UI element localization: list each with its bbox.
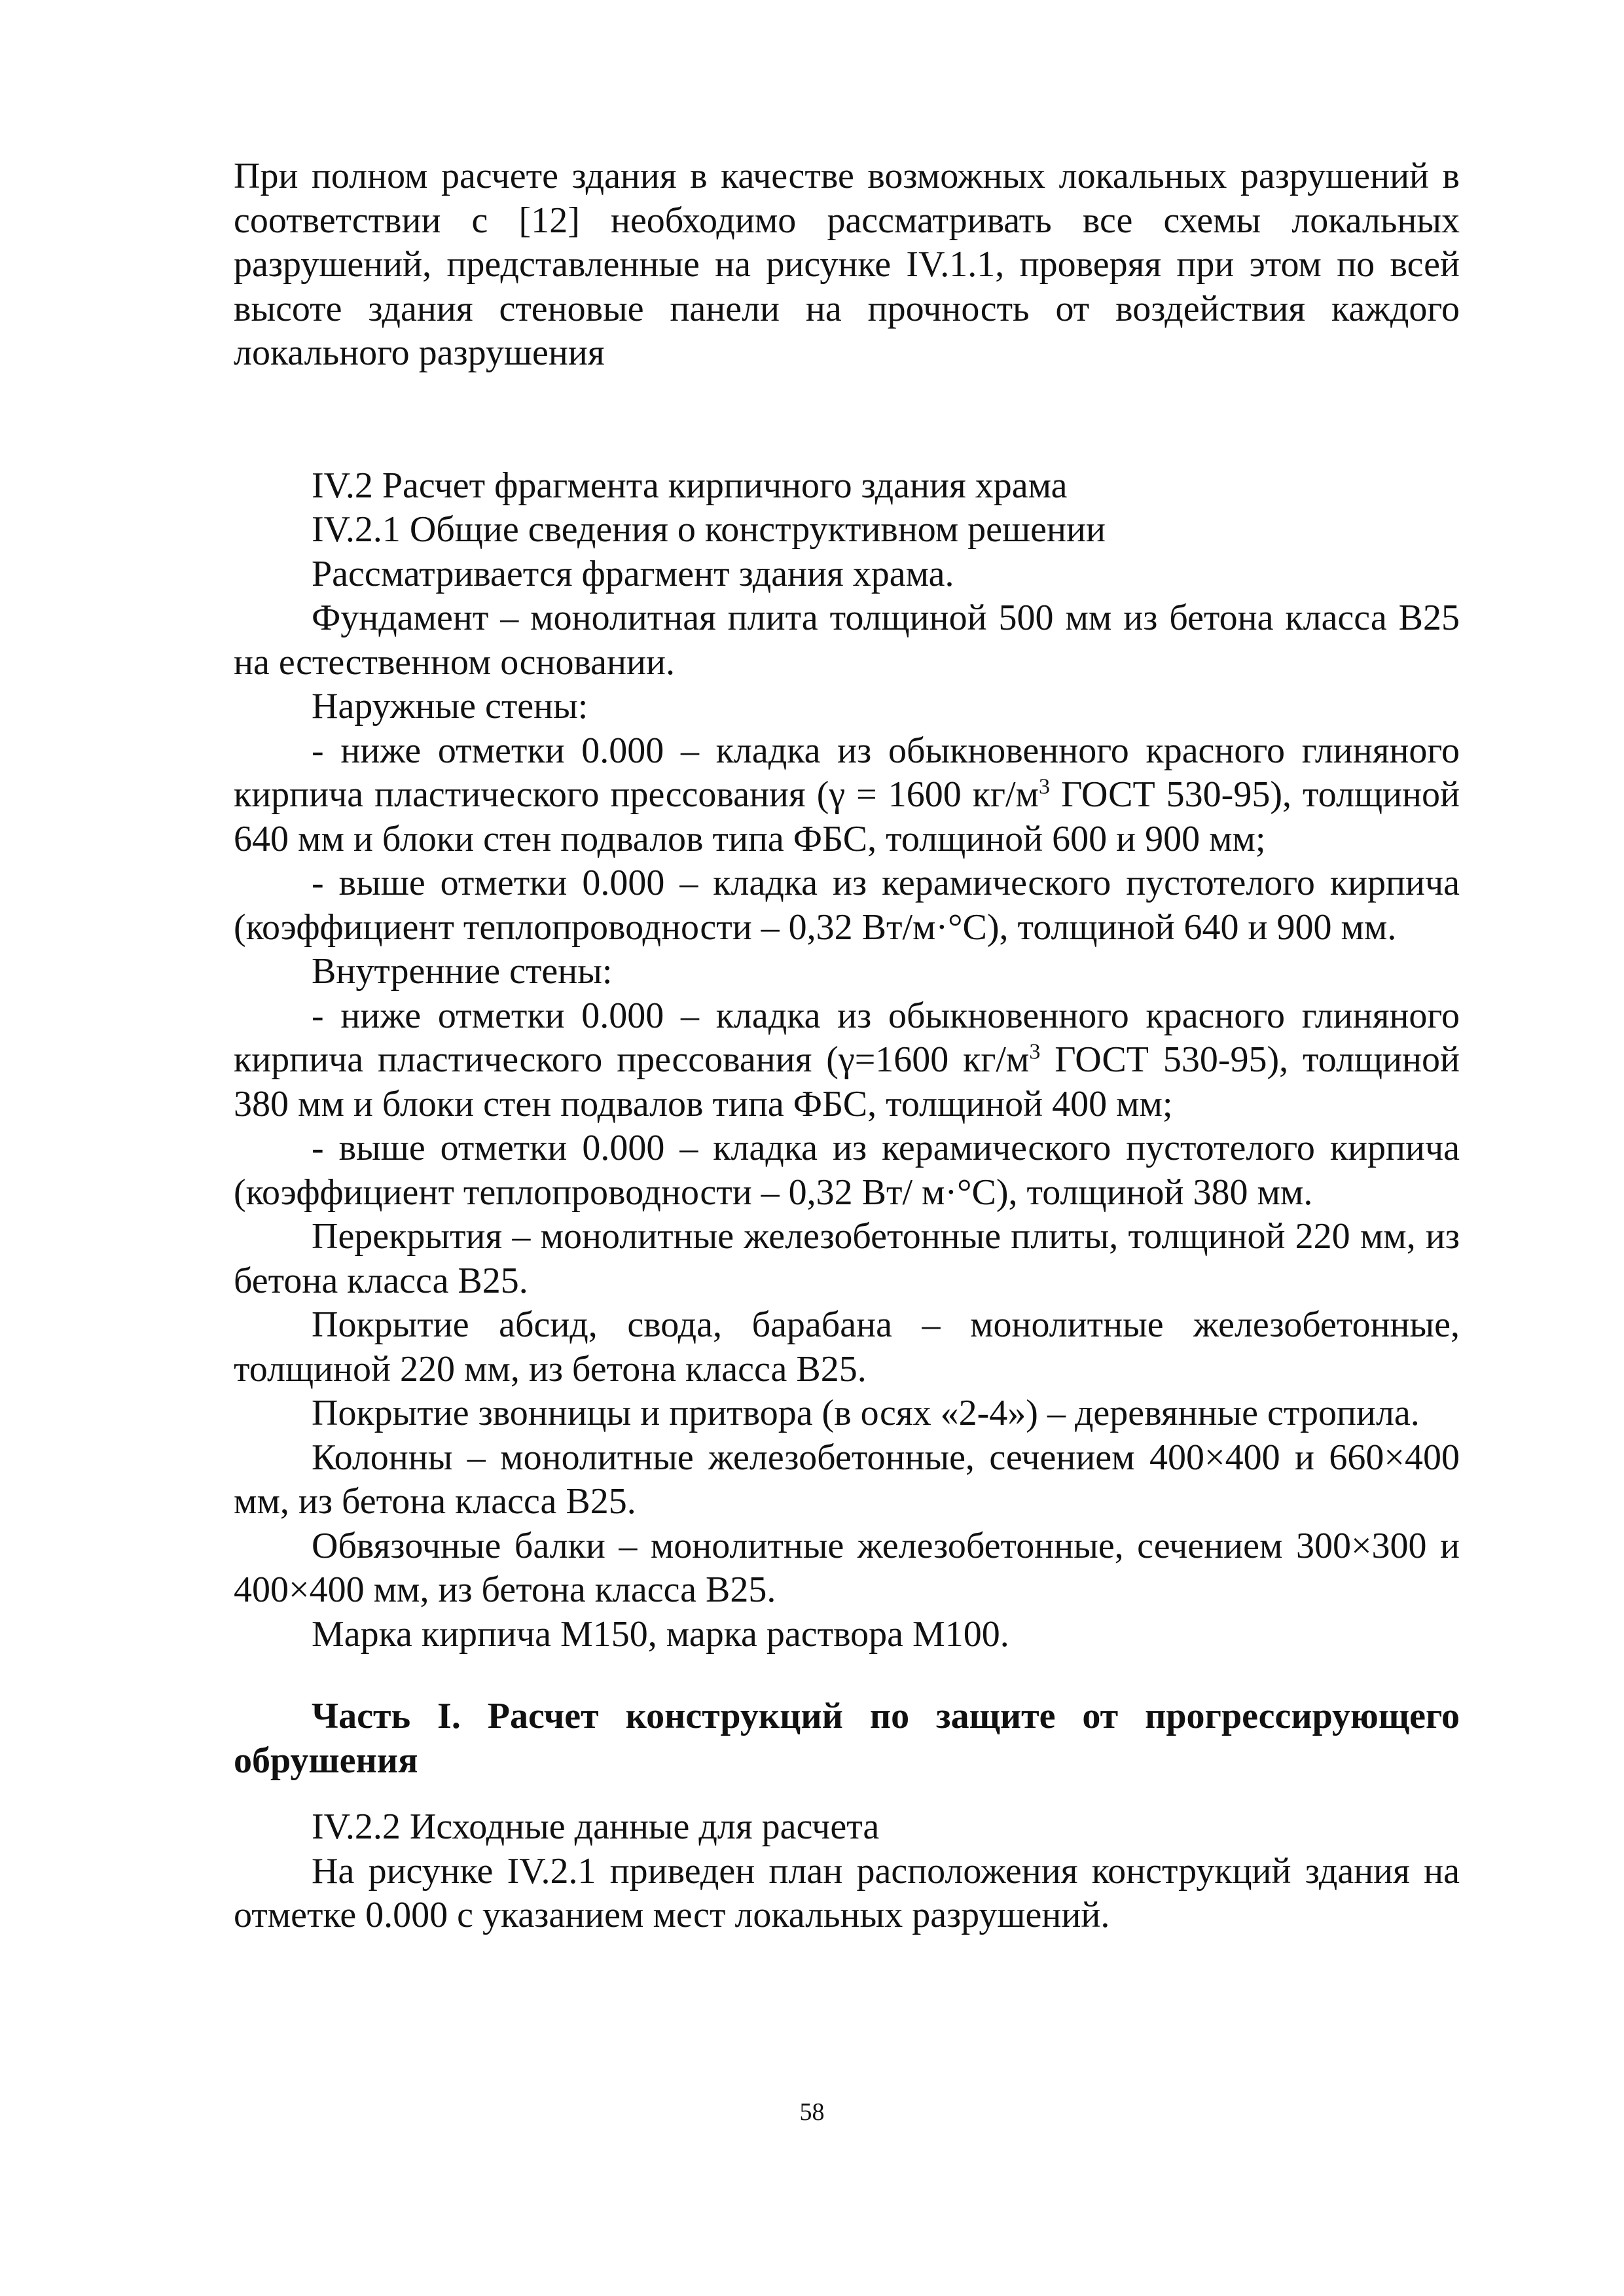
page-body xyxy=(234,154,1460,1938)
spacer xyxy=(234,1657,1460,1695)
inner-walls-below-text-2: ГОСТ 530-95), толщиной 380 мм и блоки стен подвалов типа ФБС, толщиной 400 мм; xyxy=(234,1039,1460,1124)
section-title: IV.2 Расчет фрагмента кирпичного здания храма xyxy=(312,465,1068,506)
intro-paragraph: При полном расчете здания в качестве возможных локальных разрушений в соответствии с [12] необходимо рассматривать все схемы локальных разрушений, представленные на рисунке IV.1.1, проверяя при этом по всей высоте здания стеновые панели на прочность от воздействия каждого локального разрушения xyxy=(234,156,1460,373)
spacer xyxy=(234,376,1460,464)
superscript: 3 xyxy=(1038,774,1050,799)
outer-walls-title: Наружные стены: xyxy=(312,686,588,726)
fragment-paragraph: Рассматривается фрагмент здания храма. xyxy=(312,553,954,594)
beams-paragraph: Обвязочные балки – монолитные железобетонные, сечением 300×300 и 400×400 мм, из бетона класса В25. xyxy=(234,1525,1460,1610)
superscript: 3 xyxy=(1029,1039,1041,1064)
foundation-paragraph: Фундамент – монолитная плита толщиной 500 мм из бетона класса В25 на естественном основании. xyxy=(234,598,1460,683)
subsection2-title: IV.2.2 Исходные данные для расчета xyxy=(312,1806,880,1847)
inner-walls-title: Внутренние стены: xyxy=(312,951,613,992)
inner-walls-above: - выше отметки 0.000 – кладка из керамического пустотелого кирпича (коэффициент теплопроводности – 0,32 Вт/ м·°С), толщиной 380 мм. xyxy=(234,1128,1460,1213)
roof-belfry-paragraph: Покрытие звонницы и притвора (в осях «2-4») – деревянные стропила. xyxy=(312,1393,1420,1433)
outer-walls-above: - выше отметки 0.000 – кладка из керамического пустотелого кирпича (коэффициент теплопроводности – 0,32 Вт/м·°С), толщиной 640 и 900 мм. xyxy=(234,863,1460,948)
columns-paragraph: Колонны – монолитные железобетонные, сечением 400×400 и 660×400 мм, из бетона класса В25. xyxy=(234,1437,1460,1522)
inner-walls-below-text: - ниже отметки 0.000 – кладка из обыкновенного красного глиняного кирпича пластического прессования (γ=1600 кг/м xyxy=(234,995,1460,1080)
outer-walls-below-text: - ниже отметки 0.000 – кладка из обыкновенного красного глиняного кирпича пластического прессования (γ = 1600 кг/м xyxy=(234,730,1460,815)
brick-paragraph: Марка кирпича М150, марка раствора М100. xyxy=(312,1613,1009,1655)
page-number: 58 xyxy=(799,2098,825,2126)
slabs-paragraph: Перекрытия – монолитные железобетонные плиты, толщиной 220 мм, из бетона класса В25. xyxy=(234,1216,1460,1301)
inner-walls-below xyxy=(234,994,1460,1127)
outer-walls-below xyxy=(234,729,1460,862)
part-title: Часть I. Расчет конструкций по защите от прогрессирующего обрушения xyxy=(234,1696,1460,1781)
figure-paragraph: На рисунке IV.2.1 приведен план расположения конструкций здания на отметке 0.000 с указанием мест локальных разрушений. xyxy=(234,1850,1460,1935)
subsection-title: IV.2.1 Общие сведения о конструктивном решении xyxy=(312,509,1106,550)
outer-walls-below-text-2: ГОСТ 530-95), толщиной 640 мм и блоки стен подвалов типа ФБС, толщиной 600 и 900 мм; xyxy=(234,774,1460,859)
spacer xyxy=(234,1783,1460,1805)
roof-apse-paragraph: Покрытие абсид, свода, барабана – монолитные железобетонные, толщиной 220 мм, из бетона класса В25. xyxy=(234,1304,1460,1390)
